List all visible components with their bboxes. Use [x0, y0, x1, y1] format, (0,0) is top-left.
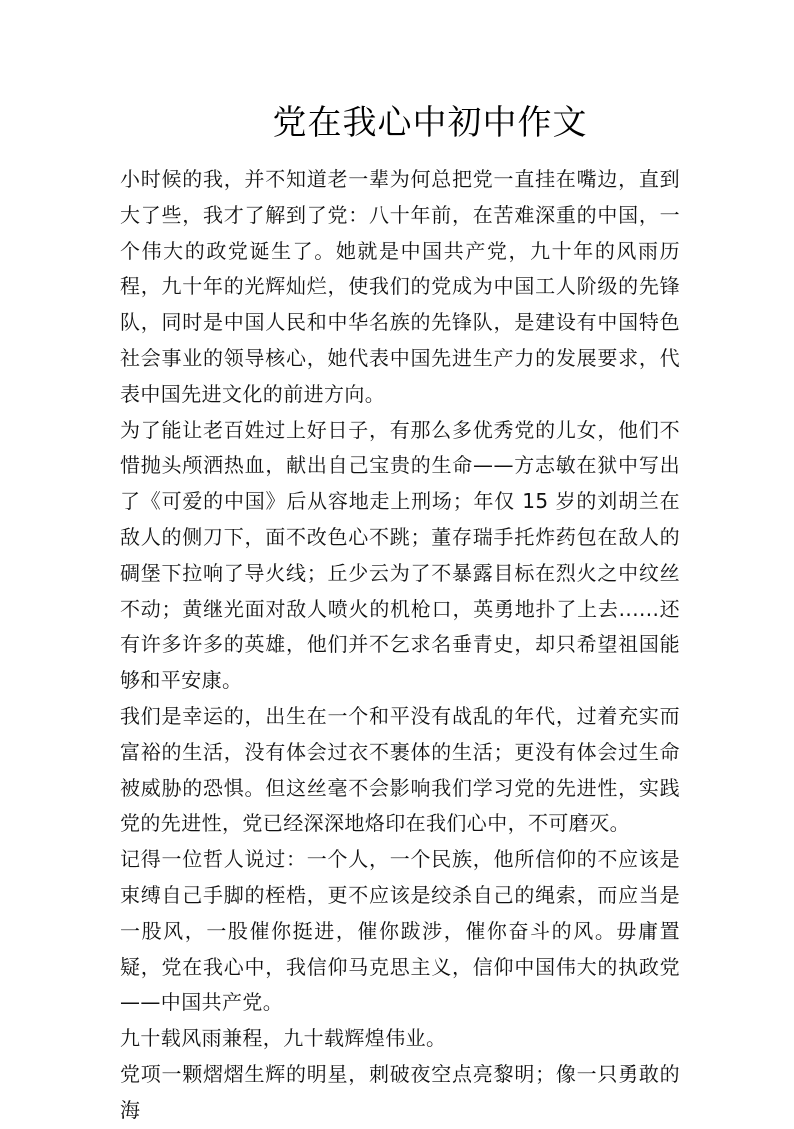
paragraph-1: 小时候的我，并不知道老一辈为何总把党一直挂在嘴边，直到大了些，我才了解到了党：八十年前，在苦难深重的中国，一个伟大的政党诞生了。她就是中国共产党，九十年的风雨历程，九十年的光辉灿烂，使我们的党成为中国工人阶级的先锋队，同时是中国人民和中华名族的先锋队，是建设有中国特色社会事业的领导核心，她代表中国先进生产力的发展要求，代表中国先进文化的前进方向。 — [120, 167, 680, 406]
paragraph-3: 我们是幸运的，出生在一个和平没有战乱的年代，过着充实而富裕的生活，没有体会过衣不裹体的生活；更没有体会过生命被威胁的恐惧。但这丝毫不会影响我们学习党的先进性，实践党的先进性，党已经深深地烙印在我们心中，不可磨灭。 — [120, 703, 680, 836]
paragraph-5: 九十载风雨兼程，九十载辉煌伟业。 — [120, 1026, 447, 1051]
document-title: 党在我心中初中作文 — [272, 103, 588, 143]
paragraph-4: 记得一位哲人说过：一个人，一个民族，他所信仰的不应该是束缚自己手脚的桎梏，更不应该是绞杀自己的绳索，而应当是一股风，一股催你挺进，催你跋涉，催你奋斗的风。毋庸置疑，党在我心中，我信仰马克思主义，信仰中国伟大的执政党——中国共产党。 — [120, 847, 680, 1015]
paragraph-6: 党项一颗熠熠生辉的明星，刺破夜空点亮黎明；像一只勇敢的海 — [120, 1061, 680, 1122]
paragraph-2: 为了能让老百姓过上好日子，有那么多优秀党的儿女，他们不惜抛头颅洒热血，献出自己宝贵的生命——方志敏在狱中写出了《可爱的中国》后从容地走上刑场；年仅 15 岁的刘胡兰在敌人的侧刀下，面不改色心不跳；董存瑞手托炸药包在敌人的碉堡下拉响了导火线；丘少云为了不暴露目标在烈火之中纹丝不动；黄继光面对敌人喷火的机枪口，英勇地扑了上去......还有许多许多的英雄，他们并不乞求名垂青史，却只希望祖国能够和平安康。 — [120, 417, 680, 693]
document-body — [120, 162, 680, 1129]
